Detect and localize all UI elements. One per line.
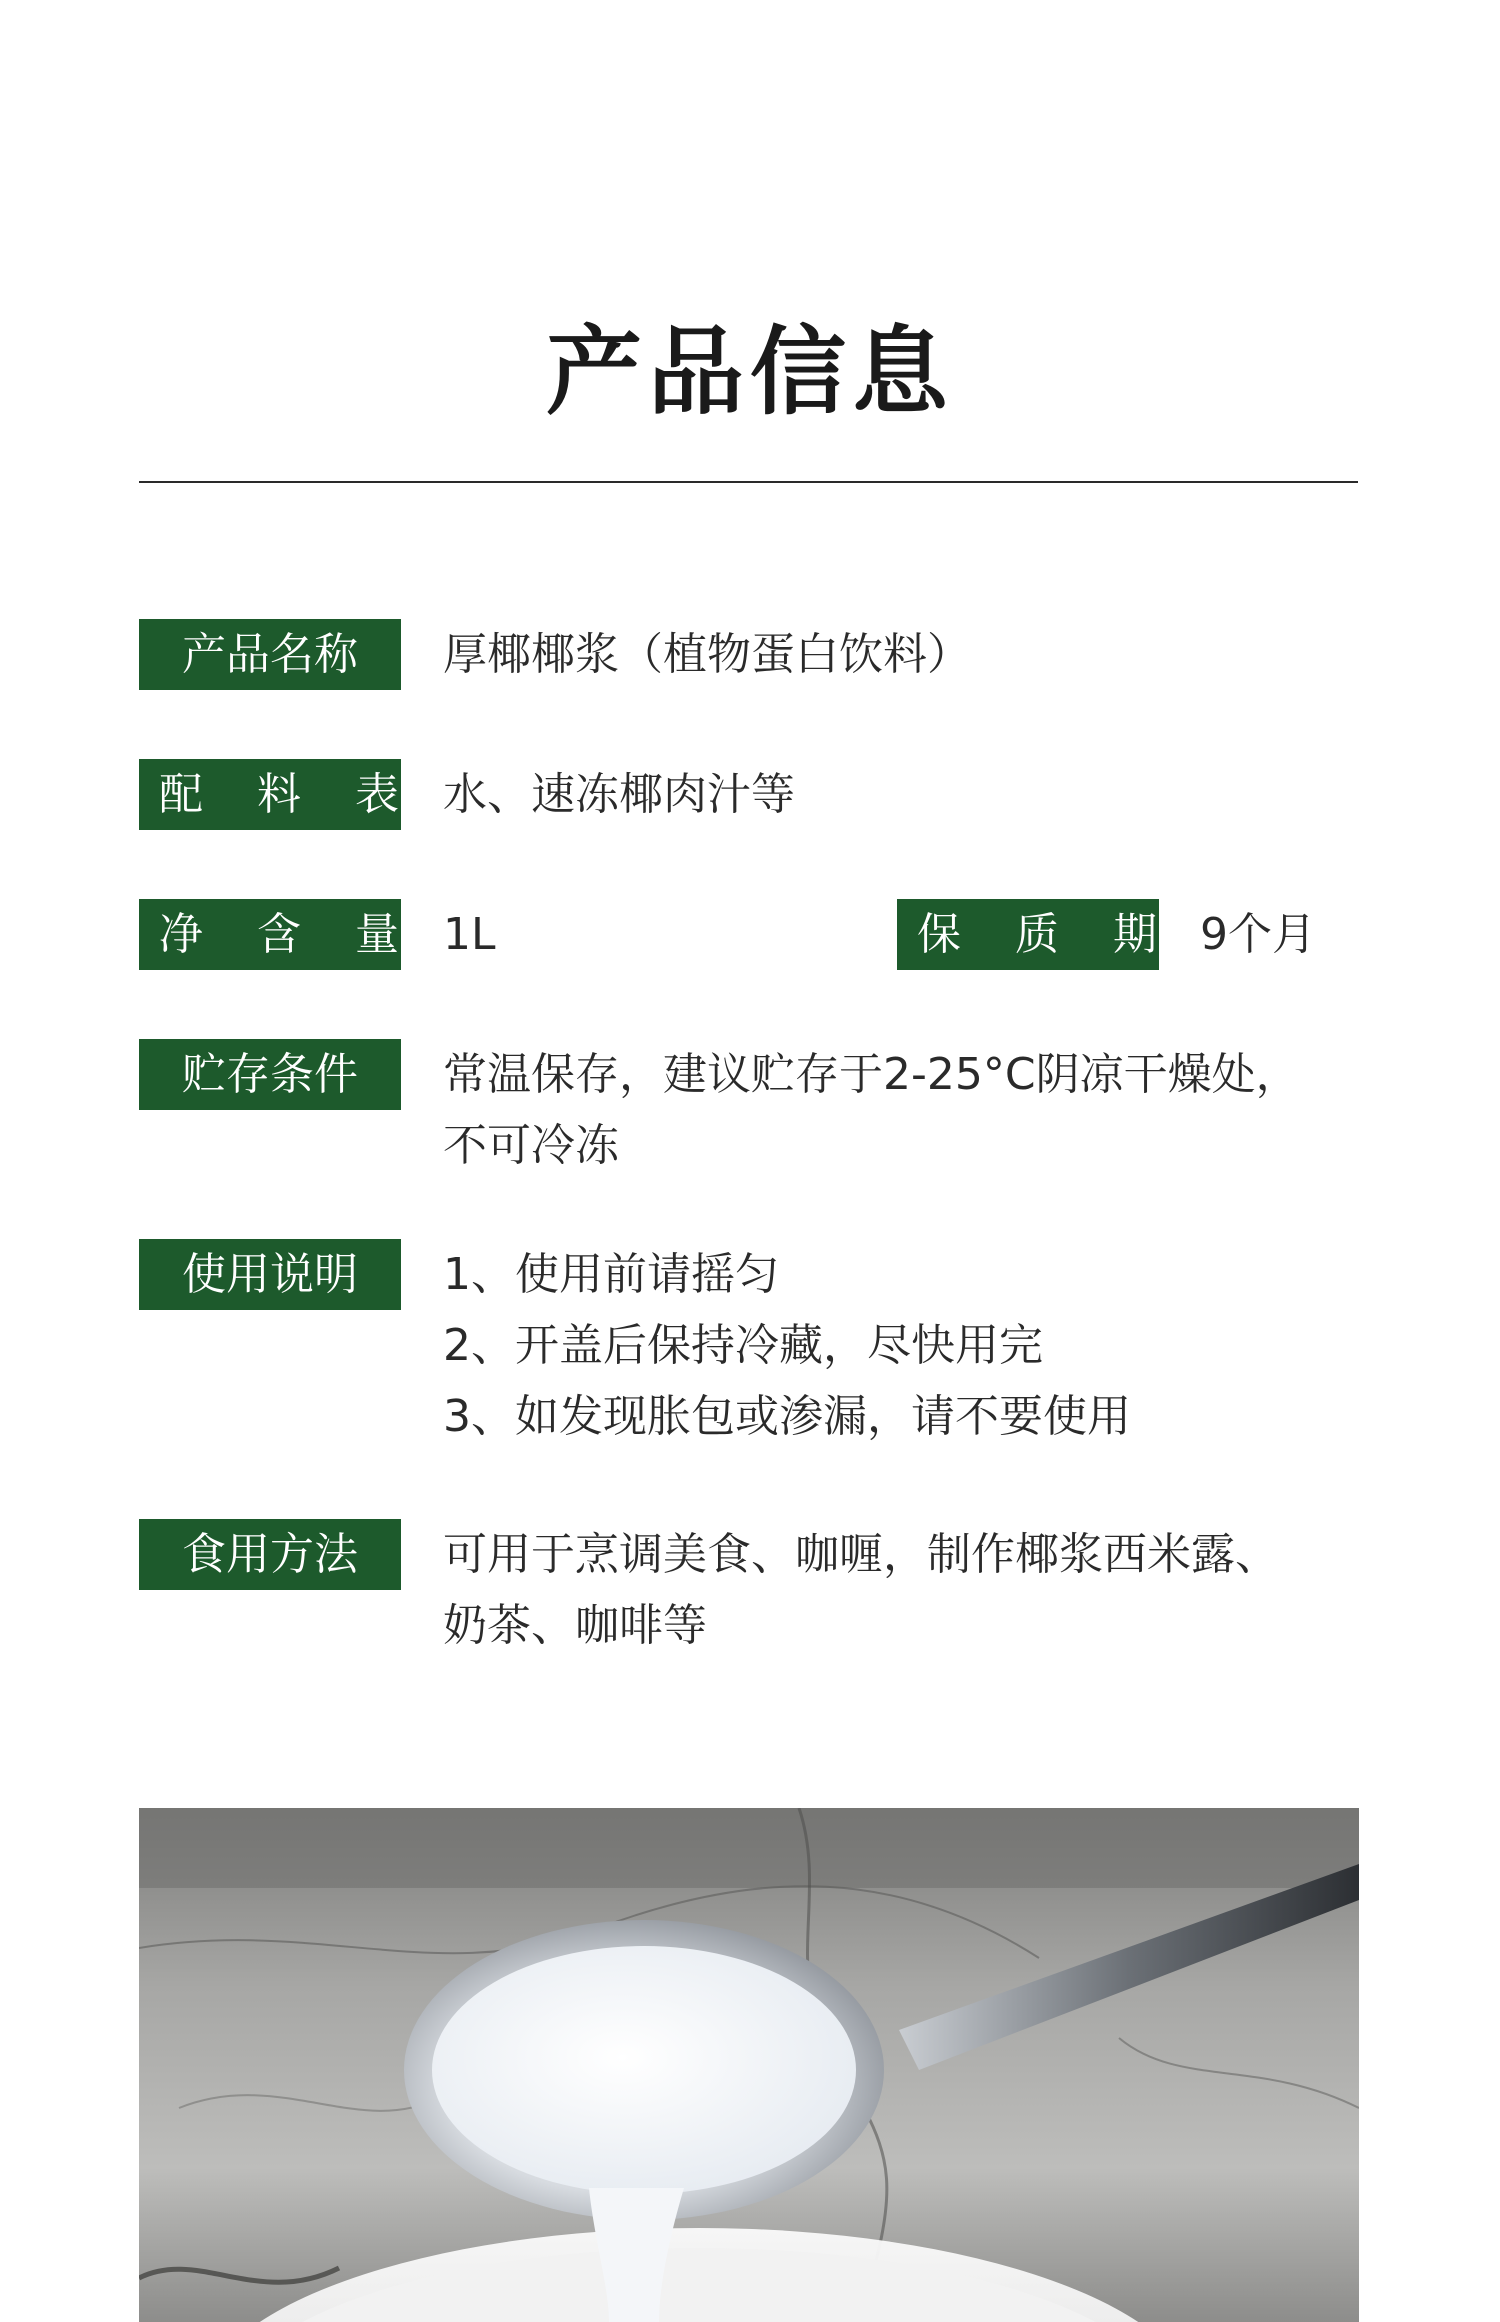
serving-label: 食用方法 — [139, 1519, 401, 1590]
net-content-value: 1L — [443, 909, 496, 960]
product-name-value: 厚椰椰浆（植物蛋白饮料） — [443, 629, 971, 680]
serving-value — [443, 1519, 1358, 1661]
storage-label: 贮存条件 — [139, 1039, 401, 1110]
usage-line: 2、开盖后保持冷藏，尽快用完 — [443, 1320, 1043, 1371]
title-divider — [139, 481, 1358, 483]
ingredients-label: 配 料 表 — [139, 759, 401, 830]
usage-value — [443, 1239, 1358, 1452]
usage-label: 使用说明 — [139, 1239, 401, 1310]
serving-line: 可用于烹调美食、咖喱，制作椰浆西米露、 — [443, 1529, 1279, 1580]
net-content-label: 净 含 量 — [139, 899, 401, 970]
product-name-label: 产品名称 — [139, 619, 401, 690]
page-title: 产品信息 — [546, 316, 954, 428]
product-photo — [139, 1808, 1359, 2322]
usage-line: 1、使用前请摇匀 — [443, 1249, 779, 1300]
storage-line: 常温保存，建议贮存于2-25°C阴凉干燥处， — [443, 1049, 1300, 1100]
serving-line: 奶茶、咖啡等 — [443, 1600, 707, 1651]
storage-value — [443, 1039, 1358, 1181]
ingredients-value: 水、速冻椰肉汁等 — [443, 769, 795, 820]
shelf-life-value: 9个月 — [1200, 909, 1316, 960]
coconut-milk-spoon-image — [139, 1808, 1359, 2322]
storage-line: 不可冷冻 — [443, 1120, 619, 1171]
shelf-life-label: 保 质 期 — [897, 899, 1159, 970]
usage-line: 3、如发现胀包或渗漏，请不要使用 — [443, 1391, 1131, 1442]
